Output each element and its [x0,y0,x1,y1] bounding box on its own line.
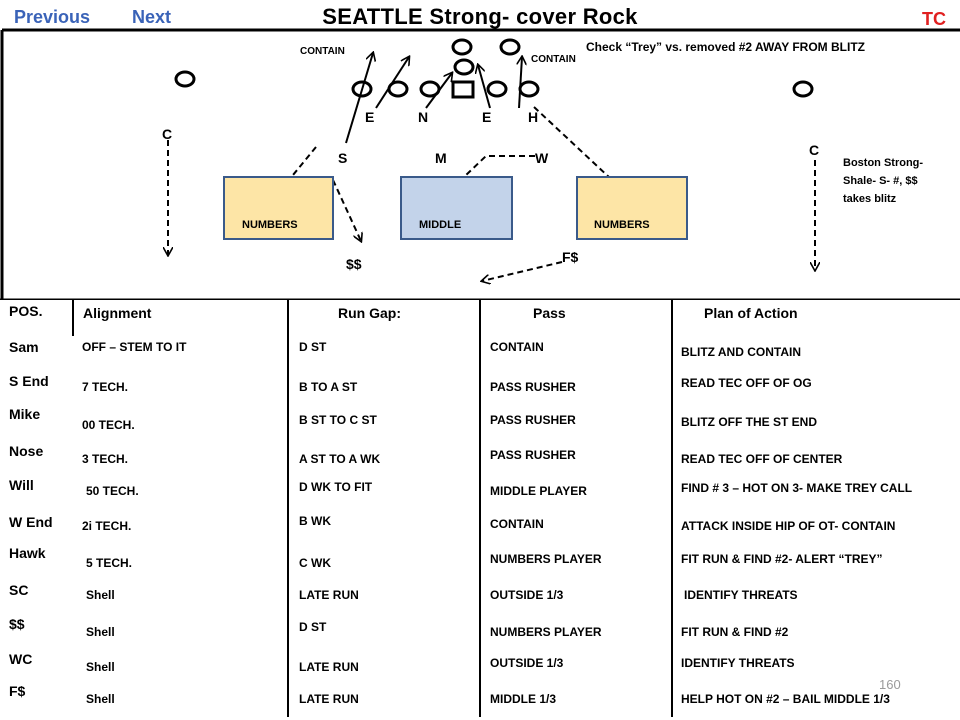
center-square [453,82,473,97]
offensive-back [455,60,473,74]
zone-label-numbers-left: NUMBERS [242,219,298,231]
row-run-gap: LATE RUN [299,692,359,706]
row-pos: Sam [9,339,39,355]
row-pass: PASS RUSHER [490,380,576,394]
row-alignment: Shell [86,692,115,706]
zone-label-middle: MIDDLE [419,219,462,231]
row-pass: OUTSIDE 1/3 [490,588,564,602]
row-run-gap: B TO A ST [299,380,358,394]
row-plan: FIT RUN & FIND #2 [681,625,789,639]
row-pos: S End [9,373,49,389]
defender-strong-safety: $$ [346,256,362,272]
row-run-gap: B WK [299,514,331,528]
row-plan: IDENTIFY THREATS [681,656,795,670]
header-alignment: Alignment [83,305,152,321]
row-pos: Nose [9,443,44,459]
boston-note-line2: Shale- S- #, $$ [843,175,918,187]
previous-link[interactable]: Previous [14,7,91,27]
rush-arrow [426,73,452,108]
row-pass: NUMBERS PLAYER [490,625,602,639]
page-number: 160 [879,677,901,692]
boston-note-line3: takes blitz [843,193,897,205]
boston-note-line1: Boston Strong- [843,157,924,169]
row-plan: BLITZ OFF THE ST END [681,415,817,429]
row-pass: OUTSIDE 1/3 [490,656,564,670]
corner-label: TC [922,9,946,29]
defender-w: W [535,150,549,166]
header-pass: Pass [533,305,566,321]
row-alignment: 2i TECH. [82,519,132,533]
row-pass: NUMBERS PLAYER [490,552,602,566]
offensive-lineman [488,82,506,96]
row-plan: HELP HOT ON #2 – BAIL MIDDLE 1/3 [681,692,890,706]
rush-arrow [519,57,522,108]
defender-e-right: E [482,109,492,125]
row-alignment: Shell [86,625,115,639]
defender-c-left: C [162,126,173,142]
row-pass: CONTAIN [490,340,544,354]
row-pos: F$ [9,683,26,699]
row-run-gap: LATE RUN [299,660,359,674]
row-alignment: Shell [86,588,115,602]
row-plan: ATTACK INSIDE HIP OF OT- CONTAIN [681,519,896,533]
defender-free-safety: F$ [562,249,579,265]
row-pos: Hawk [9,545,46,561]
row-plan: READ TEC OFF OF OG [681,376,812,390]
page-title: SEATTLE Strong- cover Rock [322,4,638,29]
row-pass: CONTAIN [490,517,544,531]
defender-s: S [338,150,348,166]
row-run-gap: A ST TO A WK [299,452,381,466]
row-plan: FIT RUN & FIND #2- ALERT “TREY” [681,552,883,566]
row-pos: Mike [9,406,41,422]
row-alignment: 5 TECH. [86,556,133,570]
row-run-gap: D ST [299,620,327,634]
coverage-arrow-strong-safety [333,180,361,241]
wide-receiver [176,72,194,86]
defender-h: H [528,109,539,125]
row-pos: Will [9,477,34,493]
header-run-gap: Run Gap: [338,305,401,321]
check-trey-note: Check “Trey” vs. removed #2 AWAY FROM BLITZ [586,40,865,54]
next-link[interactable]: Next [132,7,172,27]
row-plan: FIND # 3 – HOT ON 3- MAKE TREY CALL [681,481,913,495]
row-run-gap: LATE RUN [299,588,359,602]
zone-label-numbers-right: NUMBERS [594,219,650,231]
contain-note-right: CONTAIN [531,54,576,65]
offensive-back [501,40,519,54]
row-pos: $$ [9,616,25,632]
row-plan: IDENTIFY THREATS [684,588,798,602]
row-alignment: 3 TECH. [82,452,129,466]
rush-arrow [346,53,373,143]
row-pos: WC [9,651,33,667]
row-pass: MIDDLE PLAYER [490,484,587,498]
row-alignment: Shell [86,660,115,674]
header-plan: Plan of Action [704,305,798,321]
row-pos: SC [9,582,29,598]
row-alignment: OFF – STEM TO IT [82,340,187,354]
defender-c-right: C [809,142,820,158]
row-pass: MIDDLE 1/3 [490,692,557,706]
row-pos: W End [9,514,53,530]
coverage-arrow-free-safety [482,262,562,281]
row-run-gap: C WK [299,556,331,570]
offensive-back [453,40,471,54]
row-alignment: 50 TECH. [86,484,139,498]
row-pass: PASS RUSHER [490,413,576,427]
row-run-gap: D WK TO FIT [299,480,373,494]
row-alignment: 7 TECH. [82,380,129,394]
defender-m: M [435,150,447,166]
row-run-gap: D ST [299,340,327,354]
row-alignment: 00 TECH. [82,418,135,432]
defender-n: N [418,109,429,125]
defender-e-left: E [365,109,375,125]
row-plan: READ TEC OFF OF CENTER [681,452,843,466]
row-run-gap: B ST TO C ST [299,413,377,427]
row-plan: BLITZ AND CONTAIN [681,345,801,359]
contain-note-left: CONTAIN [300,46,345,57]
offensive-lineman [520,82,538,96]
wide-receiver [794,82,812,96]
header-pos: POS. [9,303,43,319]
row-pass: PASS RUSHER [490,448,576,462]
